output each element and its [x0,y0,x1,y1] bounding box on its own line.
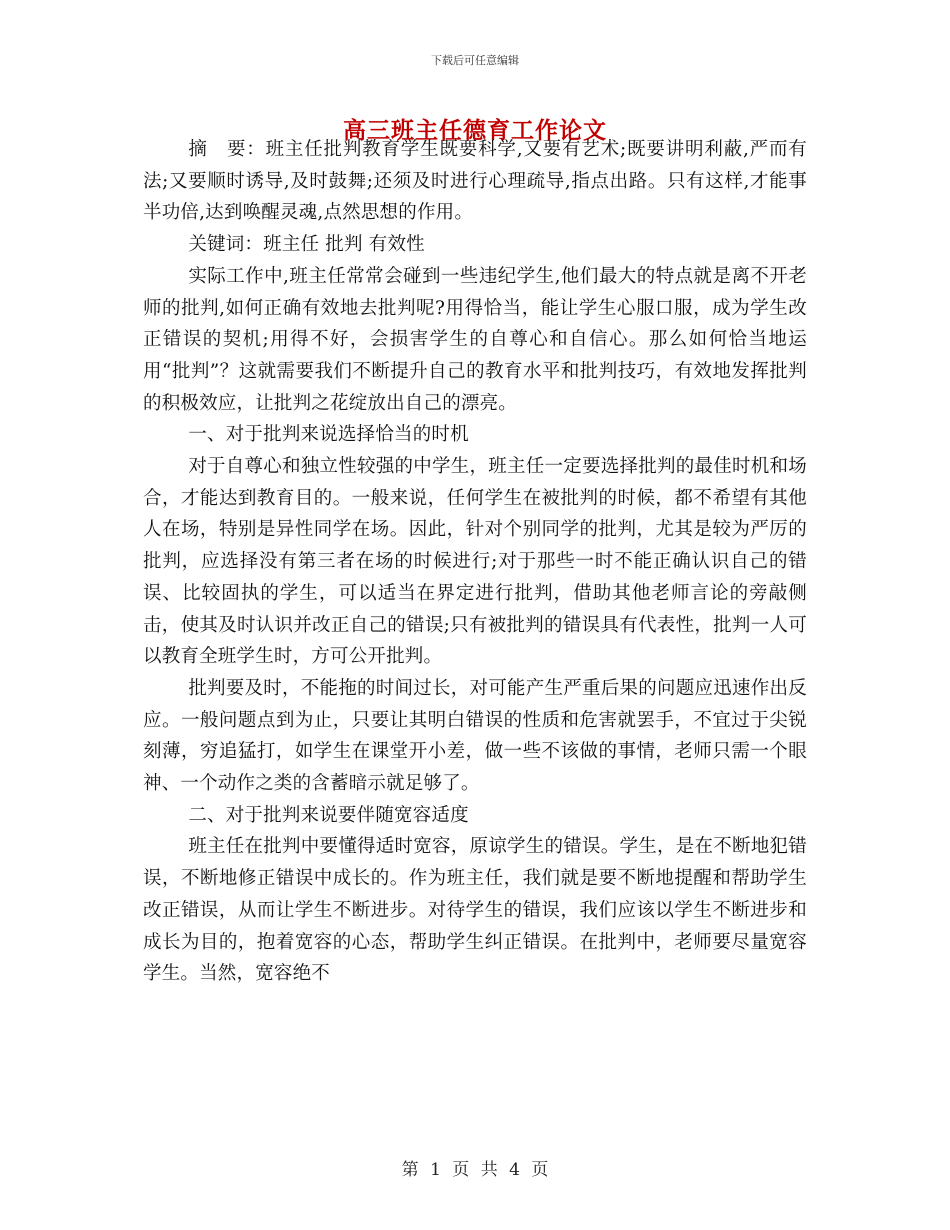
body-paragraph: 对于自尊心和独立性较强的中学生，班主任一定要选择批判的最佳时机和场合，才能达到教育目的。一般来说，任何学生在被批判的时候，都不希望有其他人在场，特别是异性同学在场。因此，针对个别同学的批判，尤其是较为严厉的批判，应选择没有第三者在场的时候进行;对于那些一时不能正确认识自己的错误、比较固执的学生，可以适当在界定进行批判，借助其他老师言论的旁敲侧击，使其及时认识并改正自己的错误;只有被批判的错误具有代表性，批判一人可以教育全班学生时，方可公开批判。 [143,456,807,668]
document-body [143,134,807,990]
document-title: 高三班主任德育工作论文 [343,117,607,144]
body-paragraph: 班主任在批判中要懂得适时宽容，原谅学生的错误。学生，是在不断地犯错误，不断地修正错误中成长的。作为班主任，我们就是要不断地提醒和帮助学生改正错误，从而让学生不断进步。对待学生的错误，我们应该以学生不断进步和成长为目的，抱着宽容的心态，帮助学生纠正错误。在批判中，老师要尽量宽容学生。当然，宽容绝不 [143,836,807,985]
abstract-paragraph: 摘 要：班主任批判教育学生既要科学,又要有艺术;既要讲明利蔽,严而有法;又要顺时诱导,及时鼓舞;还须及时进行心理疏导,指点出路。只有这样,才能事半功倍,达到唤醒灵魂,点然思想的作用。 [143,139,808,224]
page-number-footer: 第 1 页 共 4 页 [401,1160,549,1180]
section-heading: 一、对于批判来说选择恰当的时机 [188,424,469,446]
body-paragraph: 批判要及时，不能拖的时间过长，对可能产生严重后果的问题应迅速作出反应。一般问题点到为止，只要让其明白错误的性质和危害就罢手，不宜过于尖锐刻薄，穷追猛打，如学生在课堂开小差，做一些不该做的事情，老师只需一个眼神、一个动作之类的含蓄暗示就足够了。 [143,677,807,795]
page-header-note: 下载后可任意编辑 [431,54,519,67]
keywords-paragraph: 关键词：班主任 批判 有效性 [188,234,425,256]
section-heading: 二、对于批判来说要伴随宽容适度 [188,804,469,826]
body-paragraph: 实际工作中,班主任常常会碰到一些违纪学生,他们最大的特点就是离不开老师的批判,如何正确有效地去批判呢?用得恰当，能让学生心服口服，成为学生改正错误的契机;用得不好，会损害学生的自尊心和自信心。那么如何恰当地运用“批判”？这就需要我们不断提升自己的教育水平和批判技巧，有效地发挥批判的积极效应，让批判之花绽放出自己的漂亮。 [143,265,807,414]
